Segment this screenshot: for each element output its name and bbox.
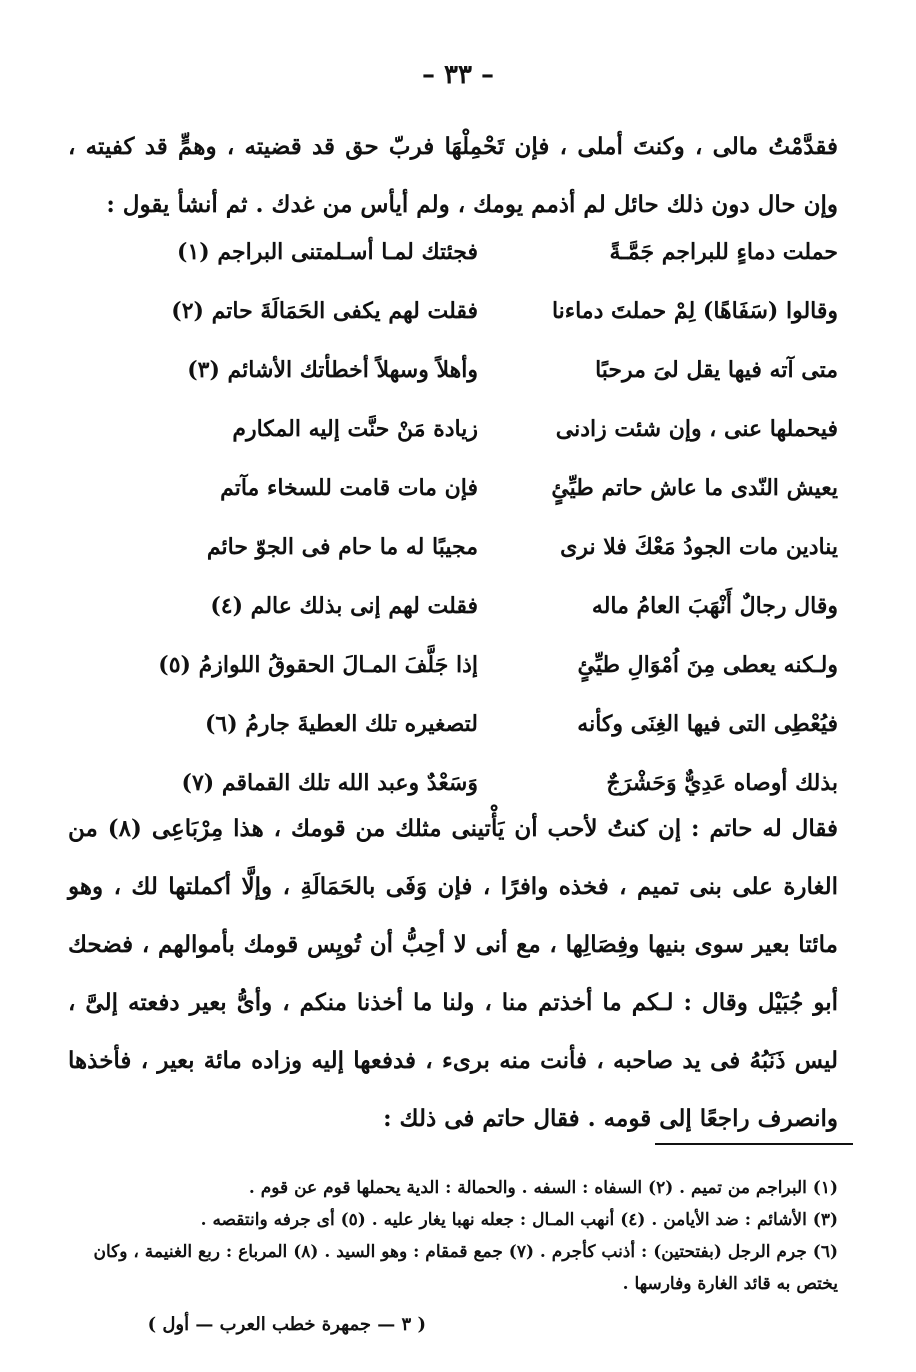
verse-second-hemistich: فقلت لهم يكفى الحَمَالَةَ حاتم (٢) — [171, 298, 478, 324]
verse-second-hemistich: فإن مات قامت للسخاء مآتم — [220, 475, 478, 501]
verse-second-hemistich: إذا جَلَّفَ المـالَ الحقوقُ اللوازمُ (٥) — [158, 652, 478, 678]
verse-first-hemistich: ينادين مات الجودُ مَعْكَ فلا نرى — [560, 534, 838, 560]
footnotes — [68, 1172, 838, 1300]
verse-first-hemistich: فيحملها عنى ، وإن شئت زادنى — [555, 416, 838, 442]
verse-line — [68, 527, 838, 586]
verse-line — [68, 291, 838, 350]
verse-first-hemistich: حملت دماءٍ للبراجم جَمَّـةً — [609, 239, 838, 265]
verse-line — [68, 645, 838, 704]
verse-second-hemistich: وَسَعْدٌ وعبد الله تلك القماقم (٧) — [181, 770, 478, 796]
footnote-line: (١) البراجم من تميم . (٢) السفاه : السفه . والحمالة : الدية يحملها قوم عن قوم . — [248, 1178, 838, 1198]
verse-second-hemistich: زيادة مَنْ حنَّت إليه المكارم — [232, 416, 478, 442]
verse-first-hemistich: فيُعْطِى التى فيها الغِنَى وكأنه — [577, 711, 838, 737]
verse-line — [68, 232, 838, 291]
verse-second-hemistich: فجئتك لمـا أسـلمتنى البراجم (١) — [177, 239, 478, 265]
page-number: – ٣٣ – — [421, 60, 495, 90]
narrative-paragraph: فقال له حاتم : إن كنتُ لأحب أن يَأْتينى مثلك من قومك ، هذا مِرْبَاعِى (٨) من الغارة على بنى تميم ، فخذه وافرًا ، فإن وَفَى بالحَمَالَةِ ، وإلَّا أكملتها لك ، وهو مائتا بعير سوى بنيها وفِصَالِها ، مع أنى لا أحِبُّ أن تُويِس قومك بأموالهم ، فضحك أبو جُبَيْل وقال : لـكم ما أخذتم منا ، ولنا ما أخذنا منكم ، وأىُّ بعير دفعته إلىَّ ، ليس ذَنَبُهُ فى يد صاحبه ، فأنت منه برىء ، فدفعها إليه وزاده مائة بعير ، فأخذها وانصرف راجعًا إلى قومه . فقال حاتم فى ذلك : — [68, 815, 838, 1132]
footnote-separator — [655, 1143, 853, 1145]
verse-second-hemistich: لتصغيره تلك العطيةَ جارمُ (٦) — [204, 711, 478, 737]
footnote-line: (٣) الأشائم : ضد الأيامن . (٤) أنهب المـال : جعله نهبا يغار عليه . (٥) أى جرفه وانتقصه . — [200, 1210, 838, 1230]
verse-first-hemistich: يعيش النّدى ما عاش حاتم طيِّئٍ — [551, 475, 838, 501]
verse-first-hemistich: بذلك أوصاه عَدِيٌّ وَحَشْرَجٌ — [606, 770, 838, 796]
verse-second-hemistich: مجيبًا له ما حام فى الجوّ حائم — [206, 534, 478, 560]
intro-paragraph: فقدَّمْتُ مالى ، وكنتَ أملى ، فإن تَحْمِلْهَا فربّ حق قد قضيته ، وهمٍّ قد كفيته ، وإن حال دون ذلك حائل لم أذمم يومك ، ولم أيأس من غدك . ثم أنشأ يقول : — [68, 133, 838, 218]
verse-first-hemistich: ولـكنه يعطى مِنَ اُمْوَالِ طيِّئٍ — [577, 652, 838, 678]
verse-second-hemistich: وأهلاً وسهلاً أخطأتك الأشائم (٣) — [187, 357, 478, 383]
verse-line — [68, 586, 838, 645]
poem — [68, 232, 838, 822]
verse-line — [68, 704, 838, 763]
signature-line: ( ٣ — جمهرة خطب العرب — أول ) — [147, 1314, 426, 1335]
verse-second-hemistich: فقلت لهم إنى بذلك عالم (٤) — [210, 593, 478, 619]
verse-first-hemistich: وقالوا (سَفَاهًا) لِمْ حملتَ دماءنا — [551, 298, 838, 324]
verse-first-hemistich: متى آته فيها يقل لىَ مرحبًا — [595, 357, 838, 383]
footnote-line: (٦) جرم الرجل (بفتحتين) : أذنب كأجرم . (٧) جمع قمقام : وهو السيد . (٨) المرباع : ربع الغنيمة ، وكان يختص به قائد الغارة وفارسها . — [93, 1242, 838, 1294]
verse-first-hemistich: وقال رجالٌ أَنْهَبَ العامُ ماله — [591, 593, 838, 619]
verse-line — [68, 468, 838, 527]
verse-line — [68, 409, 838, 468]
verse-line — [68, 350, 838, 409]
